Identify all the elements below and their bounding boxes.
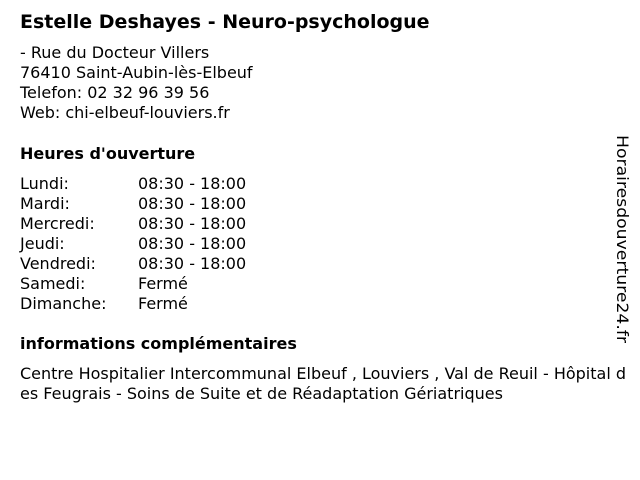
hours-row-friday [20, 254, 320, 274]
city-address: 76410 Saint-Aubin-lès-Elbeuf [20, 63, 253, 82]
additional-info-heading: informations complémentaires [20, 334, 297, 353]
hours-row-sunday [20, 294, 320, 314]
site-watermark [612, 135, 634, 345]
hours-time: 08:30 - 18:00 [138, 234, 247, 253]
hours-day: Dimanche: [20, 294, 107, 313]
hours-time: 08:30 - 18:00 [138, 254, 247, 273]
hours-time: 08:30 - 18:00 [138, 174, 247, 193]
hours-day: Lundi: [20, 174, 69, 193]
phone-number: Telefon: 02 32 96 39 56 [20, 83, 210, 102]
additional-info-text: Centre Hospitalier Intercommunal Elbeuf , Louviers , Val de Reuil - Hôpital des Feugrais - Soins de Suite et de Réadaptation Gériatriques [20, 364, 627, 403]
website: Web: chi-elbeuf-louviers.fr [20, 103, 230, 122]
watermark-text: Horairesdouverture24.fr [613, 135, 632, 329]
hours-day: Mercredi: [20, 214, 95, 233]
hours-day: Mardi: [20, 194, 70, 213]
hours-row-tuesday [20, 194, 320, 214]
hours-time: Fermé [138, 294, 188, 313]
hours-day: Samedi: [20, 274, 86, 293]
hours-day: Vendredi: [20, 254, 96, 273]
hours-time: 08:30 - 18:00 [138, 194, 247, 213]
hours-row-monday [20, 174, 320, 194]
hours-day: Jeudi: [20, 234, 65, 253]
address-block [20, 43, 253, 123]
opening-hours-table [20, 174, 320, 314]
hours-row-wednesday [20, 214, 320, 234]
hours-time: Fermé [138, 274, 188, 293]
hours-row-thursday [20, 234, 320, 254]
page-title: Estelle Deshayes - Neuro-psychologue [20, 11, 430, 33]
street-address: - Rue du Docteur Villers [20, 43, 210, 62]
hours-time: 08:30 - 18:00 [138, 214, 247, 233]
hours-row-saturday [20, 274, 320, 294]
opening-hours-heading: Heures d'ouverture [20, 144, 196, 163]
